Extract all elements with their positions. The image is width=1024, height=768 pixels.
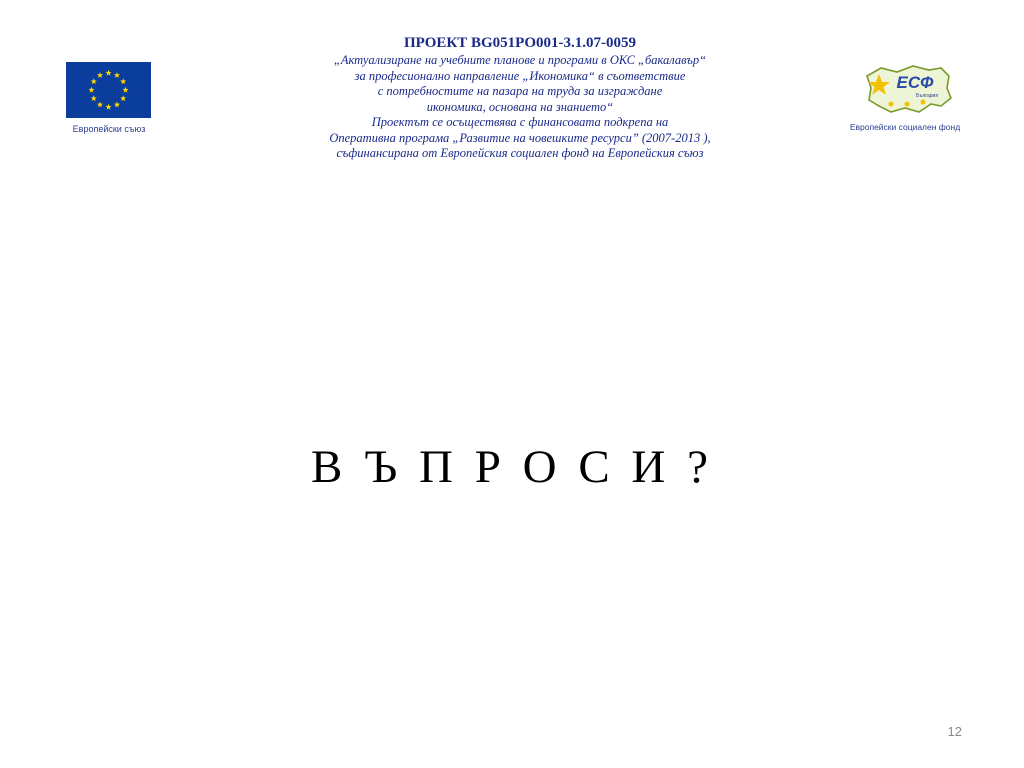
eu-logo [56,58,164,142]
project-title: ПРОЕКТ BG051PO001-3.1.07-0059 [403,35,637,51]
project-line-3: с потребностите на пазара на труда за изграждане [377,84,663,98]
project-word: Проектът [371,115,430,129]
esf-map-icon [861,62,953,118]
esf-logo [843,58,967,142]
project-line-6: Оперативна програма „Развитие на човешките ресурси” (2007-2013 ), [329,130,711,145]
eu-flag-icon [66,62,151,118]
esf-mark-text: ЕСФ [896,73,934,92]
questions-heading: В Ъ П Р О С И ? [311,441,713,493]
project-line-2: за професионално направление „Икономика“ в съответствие [354,68,686,83]
esf-dot-icon [889,102,894,107]
project-line-4: икономика, основана на знанието“ [426,99,614,114]
esf-caption: Европейски социален фонд [849,122,961,132]
project-header [250,34,790,162]
eu-caption: Европейски съюз [72,124,146,134]
project-line-5 [250,115,790,131]
esf-dot-icon [921,100,926,105]
esf-dot-icon [905,102,910,107]
project-line-7: съфинансирана от Европейския социален фонд на Европейския съюз [336,146,704,160]
esf-country-text: България [915,93,939,99]
page-number: 12 [947,724,962,739]
project-line-5-rest: се осъществява с финансовата подкрепа на [429,115,669,129]
project-line-1: „Актуализиране на учебните планове и програми в ОКС „бакалавър“ [333,53,707,67]
